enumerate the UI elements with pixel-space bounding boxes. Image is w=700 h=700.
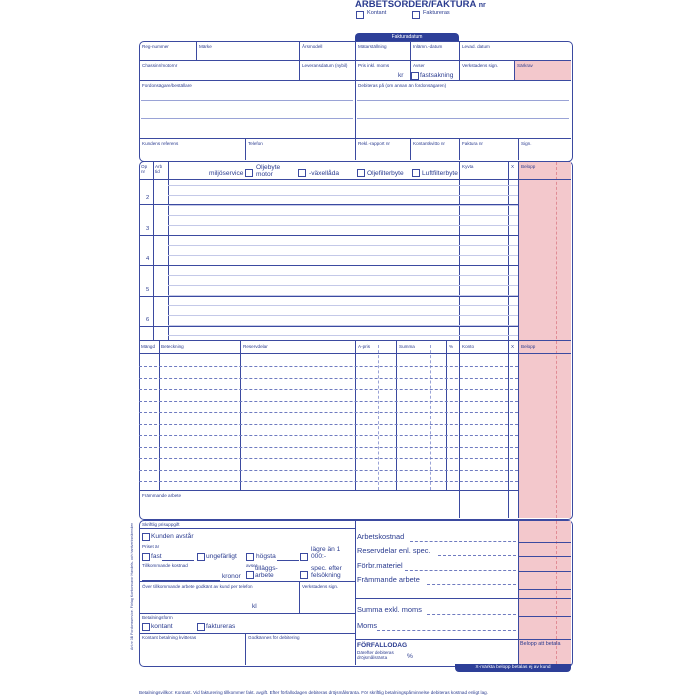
arb-tid-label: Arb tid [155,164,163,174]
betalningsform-label: Betalningsform [142,615,173,620]
divider [459,41,460,80]
divider [139,581,355,582]
kr-label: kr [398,72,404,79]
work-ruled-line [168,205,518,206]
form-title-suffix: nr [478,2,486,9]
work-ruled-line [168,315,518,316]
footer-terms-text: Betalningsvillkor: Kontant. Vid fakturering tillkommer fakt. avgift. Efter förfallodagen debiteras dröjsmålsränta. För skriftlig betalningspåminnelse debiteras kostnad enligt lag. [139,690,488,695]
arsmodell-label: Årsmodell [302,44,323,49]
divider [518,138,519,160]
over-tillkommande-label: Över tillkommande arbete godkänt av kund per telefon [142,584,253,589]
parts-ruled-line [139,470,518,471]
divider [139,179,571,180]
work-row-line [139,265,518,266]
konto-label: Konto [462,344,475,349]
pris-inkl-moms-label: Pris inkl. moms [358,63,390,68]
side-print-text: Art.nr 3B Fordonsservice. Förlag Kontorsvaror Handels- och hantverksnämnden [130,522,134,650]
parts-belopp-label: Belopp [521,344,536,349]
vaxellada-label: -växellåda [309,170,340,177]
kyvta-label: Kyvta [462,164,474,169]
op-nr-label: Op nr [141,164,148,174]
verkstadens-sign-label: Verkstadens sign. [462,63,499,68]
work-ruled-line [168,195,518,196]
side-print-info [130,523,134,650]
moms-label: Moms [357,621,378,630]
work-ruled-line [168,245,518,246]
work-ruled-line [168,255,518,256]
work-row-line [139,326,518,327]
ungefarligt-checkbox[interactable] [197,553,205,561]
divider [299,41,300,80]
divider [299,581,300,613]
divider [153,161,154,340]
avser-label: avser [246,563,258,568]
reservdelar-spec-label: Reservdelar enl. spec. [357,546,431,555]
fastsakning-label: fastsakning [420,72,454,79]
parts-ruled-line [139,389,518,390]
skriftlig-prisuppgift-label: Skriftlig prisuppgift [142,522,180,527]
parts-ruled-line [139,424,518,425]
work-row-number: 4 [146,256,150,262]
debiteras-label: Debiteras på (om annan än fordonsägaren) [358,83,447,88]
faktureras-label: Fakturerаs [423,10,450,16]
oljefilterbyte-label: Oljefilterbyte [367,170,404,177]
line [427,584,516,585]
spec-efter-checkbox[interactable] [300,571,308,579]
beteckning-label: Beteckning [161,344,184,349]
frammande-arbete-label: Främmande arbete [142,493,182,498]
fordonsagare-label: Fordonsägare/beställare [142,83,192,88]
belopp-att-betala-label: Belopp att betala [520,641,561,647]
forbrmateriel-label: Förbr.materiel [357,561,403,570]
divider [139,613,355,614]
work-ruled-line [168,225,518,226]
x-markta-text: X-märkta belopp betalas ej av kund [475,665,551,670]
reklrapport-label: Rekl.-rapport nr [358,141,390,146]
divider [245,633,246,665]
line [438,555,516,556]
avser-label: Avser [413,63,425,68]
spec-efter-label: spec. efter felsökning [311,565,342,579]
line [162,560,194,561]
divider [518,616,571,617]
apris-label: A-pris [358,344,370,349]
kontant-bottom-checkbox[interactable] [142,623,150,631]
sign-label: Sign. [521,141,532,146]
work-row-number: 3 [146,225,150,232]
divider [518,542,571,543]
luftfilterbyte-label: Luftfilterbyte [422,170,458,177]
lagre-an-label: lägre än 1 000:- [311,546,341,560]
work-ruled-line [168,305,518,306]
work-row-number: 5 [146,286,150,293]
work-ruled-line [168,335,518,336]
hogsta-checkbox[interactable] [246,553,254,561]
regnummer-label: Reg-nummer [142,44,169,49]
form-title-text: ARBETSORDER/FAKTURA [355,0,477,10]
divider [396,340,397,490]
kontant-checkbox[interactable] [356,11,364,19]
parts-ruled-line [139,447,518,448]
divider [355,639,571,640]
levad-datum-label: Levad. datum [462,44,490,49]
arbetskostnad-label: Arbetskostnad [357,532,405,541]
x-markta-banner [455,664,571,672]
divider [139,633,355,634]
line [427,614,516,615]
procent-bottom-label: % [407,653,413,660]
tillaggsarbete-label: tilläggs-arbete [255,565,278,579]
divider [518,589,571,590]
oljebyte-motor-label: Oljebyte motor [256,164,281,178]
line [277,560,299,561]
chassinr-label: Chassinr/motornr [142,63,178,68]
line [141,100,353,101]
darefter-label: Därefter debiteras dröjsmålsränta [357,650,394,660]
kontantkvitto-label: Kontantkvitto nr [413,141,445,146]
kronor-label: kronor [222,573,241,580]
ungefarligt-label: ungefärligt [206,553,237,560]
line [405,570,516,571]
kontant-bottom-label: kontant [151,623,173,630]
fast-checkbox[interactable] [142,553,150,561]
frammande-arbete-total-label: Främmande arbete [357,575,420,584]
divider [446,340,447,490]
work-row-number: 2 [146,195,150,201]
footer-terms [139,690,488,695]
priset-ar-label: Priset är [142,544,160,549]
work-ruled-line [168,215,518,216]
faktureras-checkbox[interactable] [412,11,420,19]
verkstadens-sign-bottom-label: Verkstadens sign. [302,584,339,589]
hogsta-label: högsta [256,553,276,560]
procent-label: % [449,344,454,349]
parts-ruled-line [139,366,518,367]
line [410,541,516,542]
x-label: X [511,164,515,169]
form-title [355,0,486,10]
sarkrav-label: Särkrav [517,63,533,68]
kunden-avstar-label: Kunden avstår [151,533,194,540]
inlamn-datum-label: Inlämn.-datum [413,44,443,49]
oljefilterbyte-checkbox[interactable] [357,169,365,177]
divider [139,490,518,491]
fastsakning-checkbox[interactable] [411,72,419,80]
divider [355,340,356,490]
reservdelar-label: Reservdelar [243,344,268,349]
divider [245,138,246,160]
totals-box [139,520,573,667]
line [357,118,569,119]
divider [139,528,355,529]
tillkommande-label: Tillkommande kostnad [142,563,188,568]
line [357,100,569,101]
kontant-betalning-label: Kontant betalning kvitteras [142,635,197,640]
work-row-line [139,204,518,205]
lagre-an-checkbox[interactable] [300,553,308,561]
summa-exkl-label: Summa exkl. moms [357,605,422,614]
miljoservice-checkbox[interactable] [245,169,253,177]
divider [355,41,356,160]
line [142,580,220,581]
line [377,630,516,631]
divider [159,340,160,490]
miljoservice-label: miljöservice [209,170,244,177]
work-row-number: 6 [146,317,150,323]
vaxellada-checkbox[interactable] [298,169,306,177]
forfallodag-label: FÖRFALLODAG [357,642,408,649]
marke-label: Märke [199,44,212,49]
kunden-avstar-checkbox[interactable] [142,533,150,541]
parts-ruled-line [139,435,518,436]
fakturadatum-label: Fakturadatum [391,34,423,40]
summa-label: Summa [399,344,415,349]
work-row-line [139,296,518,297]
divider [514,60,515,80]
divider [168,161,169,340]
godkannes-label: Godkännes för debitering [248,635,300,640]
divider [196,41,197,60]
faktureras-bottom-label: faktureras [206,623,236,630]
kontant-label: Kontant [367,10,387,16]
kundens-referens-label: Kundens referens [142,141,179,146]
parts-ruled-line [139,481,518,482]
telefon-label: Telefon [248,141,263,146]
parts-ruled-line [139,378,518,379]
faktura-nr-label: Faktura nr [462,141,483,146]
mangd-label: Mängd [141,344,156,349]
divider [410,138,411,160]
belopp-label: Belopp [521,164,536,169]
divider [518,556,571,557]
divider [518,571,571,572]
tillaggsarbete-checkbox[interactable] [246,571,254,579]
parts-ruled-line [139,401,518,402]
parts-ruled-line [139,412,518,413]
leveransdatum-label: Leveransdatum (nybil) [302,63,348,68]
parts-x-label: X [511,344,515,349]
work-ruled-line [168,185,518,186]
matarstallning-label: Mätarställning [358,44,387,49]
work-row-line [139,235,518,236]
luftfilterbyte-checkbox[interactable] [412,169,420,177]
parts-ruled-line [139,458,518,459]
divider [355,598,571,599]
line [141,118,353,119]
fast-label: fast [151,553,162,560]
work-ruled-line [168,285,518,286]
work-ruled-line [168,275,518,276]
divider [459,138,460,160]
divider [240,340,241,490]
divider [355,520,356,665]
faktureras-bottom-checkbox[interactable] [197,623,205,631]
kl-label: kl [252,603,257,610]
